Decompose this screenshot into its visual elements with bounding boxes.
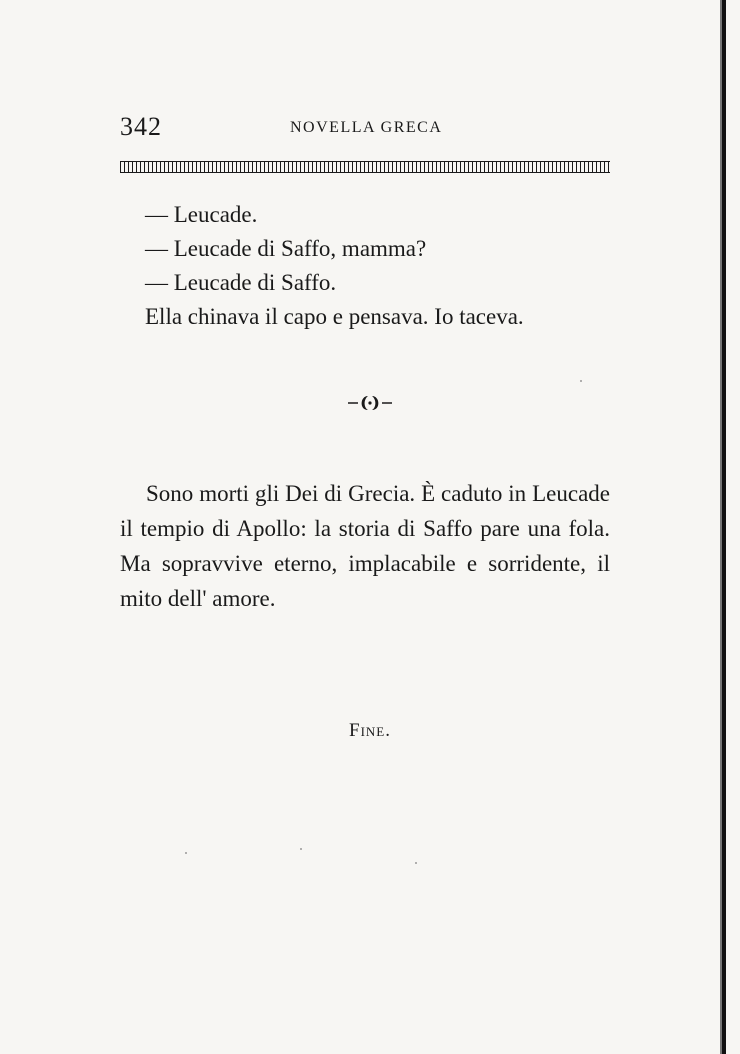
page-number: 342 (120, 112, 162, 141)
closing-paragraph: Sono morti gli Dei di Grecia. È caduto in Leucade il tempio di Apollo: la storia di Saffo pare una fola. Ma sopravvive eterno, implacabile e sorridente, il mito dell' amore. (120, 481, 610, 611)
paper-speck (580, 380, 582, 382)
paper-speck (415, 862, 417, 864)
paper-speck (185, 852, 187, 854)
paper-speck (300, 848, 302, 850)
dialogue-line: — Leucade. (145, 202, 258, 227)
page-edge (722, 0, 726, 1054)
fleuron-icon (346, 392, 394, 414)
decorative-rule (120, 161, 610, 173)
ending-word: Fine. (349, 720, 391, 741)
page-header (120, 112, 610, 146)
dialogue-line: — Leucade di Saffo, mamma? (145, 236, 427, 261)
dialogue-block (145, 198, 615, 334)
narration-line: Ella chinava il capo e pensava. Io taceva. (145, 304, 524, 329)
dialogue-line: — Leucade di Saffo. (145, 270, 337, 295)
running-title: NOVELLA GRECA (290, 119, 443, 136)
section-ornament (0, 392, 740, 414)
